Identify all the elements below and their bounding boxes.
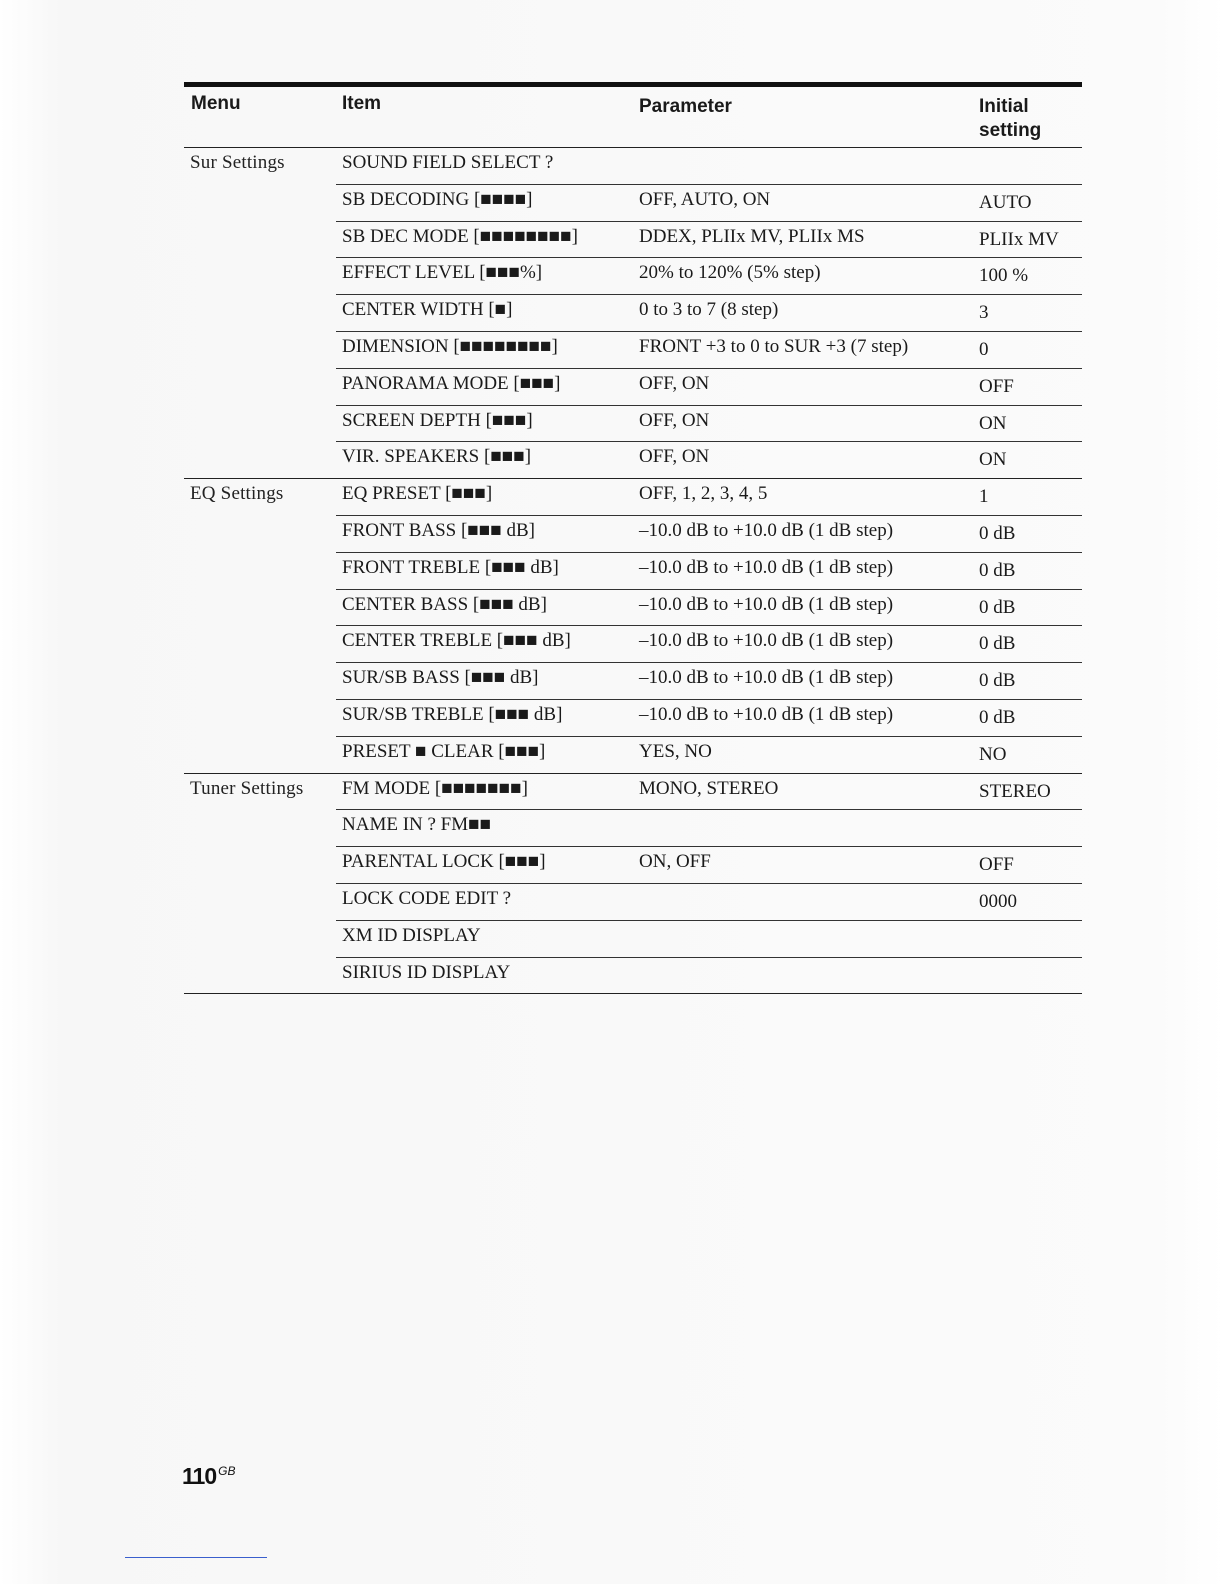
cell-initial-setting: ON bbox=[979, 449, 1007, 471]
footer-rule bbox=[125, 1557, 267, 1558]
cell-parameter: ON, OFF bbox=[639, 851, 711, 873]
group-menu-label: Tuner Settings bbox=[190, 777, 304, 799]
cell-item: SCREEN DEPTH [■■■] bbox=[342, 409, 533, 431]
cell-parameter: YES, NO bbox=[639, 740, 712, 762]
table-row bbox=[336, 369, 1082, 406]
page-number-value: 110 bbox=[182, 1463, 217, 1489]
cell-item: CENTER WIDTH [■] bbox=[342, 299, 513, 321]
cell-item: EFFECT LEVEL [■■■%] bbox=[342, 262, 543, 284]
table-row bbox=[336, 553, 1082, 590]
cell-initial-setting: PLIIx MV bbox=[979, 228, 1059, 250]
settings-table bbox=[184, 82, 1082, 994]
cell-item: FRONT TREBLE [■■■ dB] bbox=[342, 556, 559, 578]
cell-initial-setting: 1 bbox=[979, 486, 989, 508]
cell-item: XM ID DISPLAY bbox=[342, 924, 481, 946]
header-menu: Menu bbox=[191, 93, 241, 114]
cell-item: DIMENSION [■■■■■■■■] bbox=[342, 335, 558, 357]
cell-parameter: 20% to 120% (5% step) bbox=[639, 262, 821, 284]
cell-initial-setting: 0 dB bbox=[979, 706, 1016, 728]
table-row bbox=[336, 810, 1082, 847]
cell-parameter: –10.0 dB to +10.0 dB (1 dB step) bbox=[639, 667, 894, 689]
cell-initial-setting: OFF bbox=[979, 854, 1014, 876]
table-row bbox=[336, 185, 1082, 222]
cell-item: PARENTAL LOCK [■■■] bbox=[342, 851, 546, 873]
table-row bbox=[336, 737, 1082, 773]
cell-item: LOCK CODE EDIT ? bbox=[342, 887, 512, 909]
cell-item: PRESET ■ CLEAR [■■■] bbox=[342, 740, 546, 762]
page-number bbox=[182, 1463, 235, 1490]
cell-item: SIRIUS ID DISPLAY bbox=[342, 961, 511, 983]
cell-initial-setting: 3 bbox=[979, 302, 989, 324]
cell-item: SUR/SB BASS [■■■ dB] bbox=[342, 667, 539, 689]
cell-parameter: OFF, ON bbox=[639, 372, 710, 394]
cell-item: PANORAMA MODE [■■■] bbox=[342, 372, 561, 394]
cell-parameter: OFF, ON bbox=[639, 446, 710, 468]
group-menu-label: Sur Settings bbox=[190, 152, 285, 173]
cell-item: CENTER BASS [■■■ dB] bbox=[342, 593, 547, 615]
table-row bbox=[336, 626, 1082, 663]
table-row bbox=[336, 847, 1082, 884]
cell-parameter: OFF, ON bbox=[639, 409, 710, 431]
table-row bbox=[336, 590, 1082, 627]
cell-initial-setting: STEREO bbox=[979, 780, 1051, 802]
cell-parameter: OFF, AUTO, ON bbox=[639, 188, 771, 210]
table-row bbox=[336, 479, 1082, 516]
cell-initial-setting: 0 bbox=[979, 338, 989, 360]
cell-initial-setting: 0000 bbox=[979, 890, 1017, 912]
header-parameter: Parameter bbox=[639, 96, 732, 117]
table-row bbox=[336, 222, 1082, 259]
cell-parameter: –10.0 dB to +10.0 dB (1 dB step) bbox=[639, 556, 894, 578]
table-row bbox=[336, 148, 1082, 185]
table-header bbox=[184, 87, 1082, 148]
cell-parameter: –10.0 dB to +10.0 dB (1 dB step) bbox=[639, 593, 894, 615]
group-rows bbox=[336, 479, 1082, 772]
menu-group bbox=[184, 774, 1082, 995]
table-row bbox=[336, 516, 1082, 553]
header-item: Item bbox=[342, 93, 382, 114]
table-row bbox=[336, 958, 1082, 994]
cell-initial-setting: ON bbox=[979, 412, 1007, 434]
table-row bbox=[336, 700, 1082, 737]
cell-parameter: –10.0 dB to +10.0 dB (1 dB step) bbox=[639, 519, 894, 541]
cell-item: SOUND FIELD SELECT ? bbox=[342, 152, 554, 173]
table-row bbox=[336, 295, 1082, 332]
table-row bbox=[336, 332, 1082, 369]
table-row bbox=[336, 442, 1082, 478]
group-rows bbox=[336, 148, 1082, 478]
cell-parameter: 0 to 3 to 7 (8 step) bbox=[639, 299, 779, 321]
cell-initial-setting: NO bbox=[979, 743, 1007, 765]
cell-initial-setting: 0 dB bbox=[979, 633, 1016, 655]
table-body bbox=[184, 148, 1082, 994]
table-row bbox=[336, 406, 1082, 443]
cell-parameter: MONO, STEREO bbox=[639, 777, 779, 799]
cell-initial-setting: 100 % bbox=[979, 265, 1029, 287]
page-number-suffix: GB bbox=[218, 1464, 236, 1478]
table-row bbox=[336, 921, 1082, 958]
menu-group bbox=[184, 479, 1082, 773]
cell-initial-setting: 0 dB bbox=[979, 522, 1016, 544]
cell-item: EQ PRESET [■■■] bbox=[342, 483, 493, 505]
table-row bbox=[336, 663, 1082, 700]
cell-initial-setting: 0 dB bbox=[979, 596, 1016, 618]
cell-initial-setting: 0 dB bbox=[979, 670, 1016, 692]
cell-item: SB DEC MODE [■■■■■■■■] bbox=[342, 225, 578, 247]
cell-item: SB DECODING [■■■■] bbox=[342, 188, 533, 210]
cell-parameter: –10.0 dB to +10.0 dB (1 dB step) bbox=[639, 703, 894, 725]
table-row bbox=[336, 258, 1082, 295]
cell-item: NAME IN ? FM■■ bbox=[342, 814, 492, 836]
group-menu-label: EQ Settings bbox=[190, 483, 284, 505]
cell-parameter: FRONT +3 to 0 to SUR +3 (7 step) bbox=[639, 335, 909, 357]
group-rows bbox=[336, 774, 1082, 994]
cell-parameter: OFF, 1, 2, 3, 4, 5 bbox=[639, 483, 768, 505]
table-row bbox=[336, 884, 1082, 921]
menu-group bbox=[184, 148, 1082, 479]
cell-item: FM MODE [■■■■■■■] bbox=[342, 777, 528, 799]
cell-item: VIR. SPEAKERS [■■■] bbox=[342, 446, 532, 468]
header-initial-setting: Initial setting bbox=[979, 96, 1042, 141]
cell-item: FRONT BASS [■■■ dB] bbox=[342, 519, 535, 541]
cell-initial-setting: 0 dB bbox=[979, 559, 1016, 581]
cell-item: SUR/SB TREBLE [■■■ dB] bbox=[342, 703, 563, 725]
cell-item: CENTER TREBLE [■■■ dB] bbox=[342, 630, 571, 652]
cell-initial-setting: OFF bbox=[979, 375, 1014, 397]
table-row bbox=[336, 774, 1082, 811]
cell-parameter: –10.0 dB to +10.0 dB (1 dB step) bbox=[639, 630, 894, 652]
cell-parameter: DDEX, PLIIx MV, PLIIx MS bbox=[639, 225, 865, 247]
cell-initial-setting: AUTO bbox=[979, 191, 1032, 213]
